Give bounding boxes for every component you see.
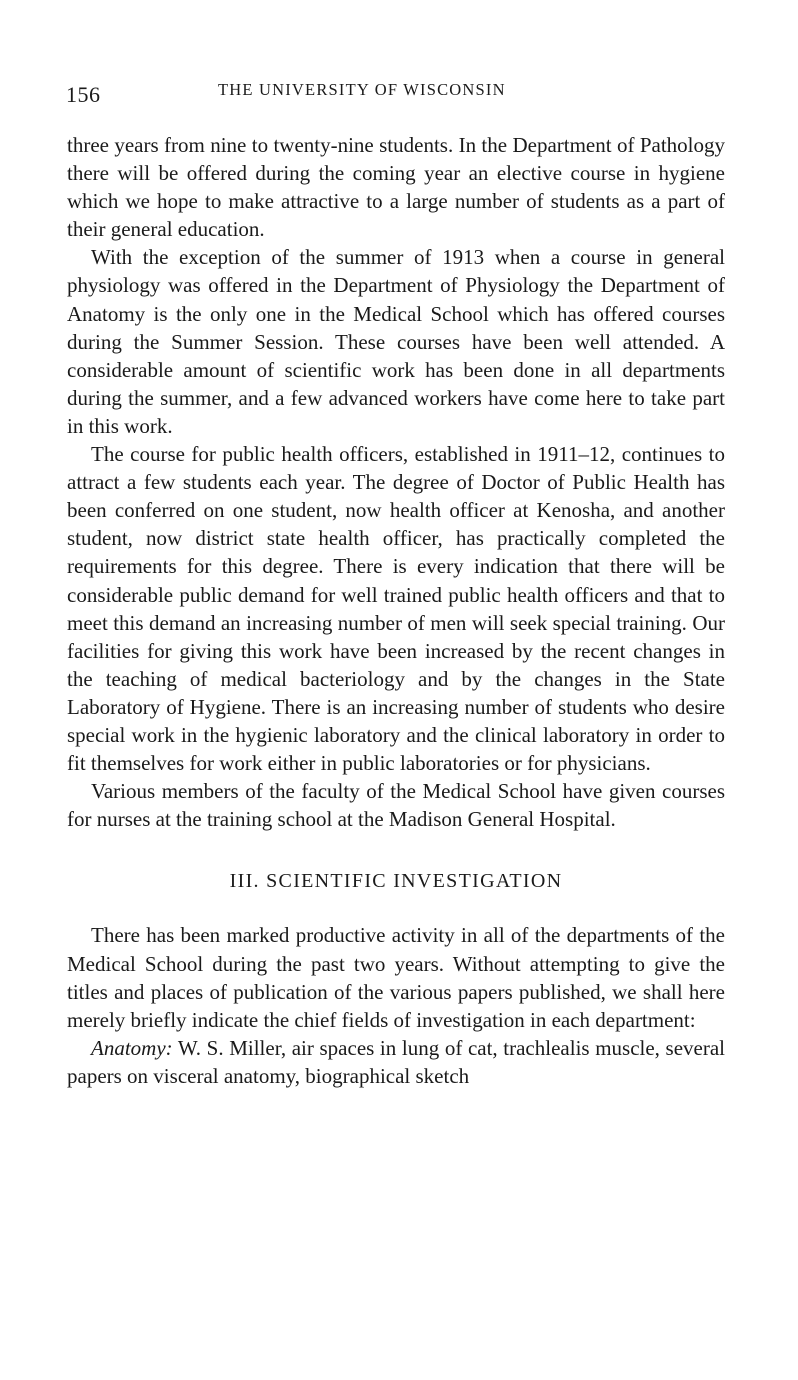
paragraph-public-health: The course for public health officers, established in 1911–12, continues to attract a few students each year. The degree of Doctor of Public Health has been conferred on one student, now health officer at Kenosha, and another student, now district state health officer, has practically completed the requirements for this degree. There is every indication that there will be considerable public demand for well trained public health officers and that to meet this demand an increasing number of men will seek special training. Our facilities for giving this work have been increased by the recent changes in the teaching of medical bacteriology and by the changes in the State Laboratory of Hygiene. There is an increasing number of students who desire special work in the hygienic laboratory and the clinical laboratory in order to fit themselves for work either in public laboratories or for physicians. [67,442,725,776]
paragraph-continuation: three years from nine to twenty-nine students. In the Department of Pathology there will be offered during the coming year an elective course in hygiene which we hope to make attractive to a large number of students as a part of their general education. [67,133,725,242]
paragraph-summer-session: With the exception of the summer of 1913 when a course in general physiology was offered in the Department of Physiology the Department of Anatomy is the only one in the Medical School which has offered courses during the Summer Session. These courses have been well attended. A considerable amount of scientific work has been done in all departments during the summer, and a few advanced workers have come here to take part in this work. [67,245,725,438]
anatomy-text: W. S. Miller, air spaces in lung of cat, trachlealis muscle, several papers on visceral anatomy, biographical sketch [67,1035,726,1088]
body-text [67,131,725,1090]
anatomy-label: Anatomy: [91,1035,173,1060]
paragraph-nurses: Various members of the faculty of the Medical School have given courses for nurses at the training school at the Madison General Hospital. [67,779,725,832]
paragraph-productive-activity: There has been marked productive activity in all of the departments of the Medical School during the past two years. Without attempting to give the titles and places of publication of the various papers published, we shall here merely briefly indicate the chief fields of investigation in each department: [67,923,725,1032]
paragraph-anatomy [67,1034,725,1090]
running-title: THE UNIVERSITY OF WISCONSIN [218,80,506,99]
running-head [66,78,726,108]
section-heading: III. SCIENTIFIC INVESTIGATION [229,870,563,893]
page-number: 156 [66,82,101,107]
